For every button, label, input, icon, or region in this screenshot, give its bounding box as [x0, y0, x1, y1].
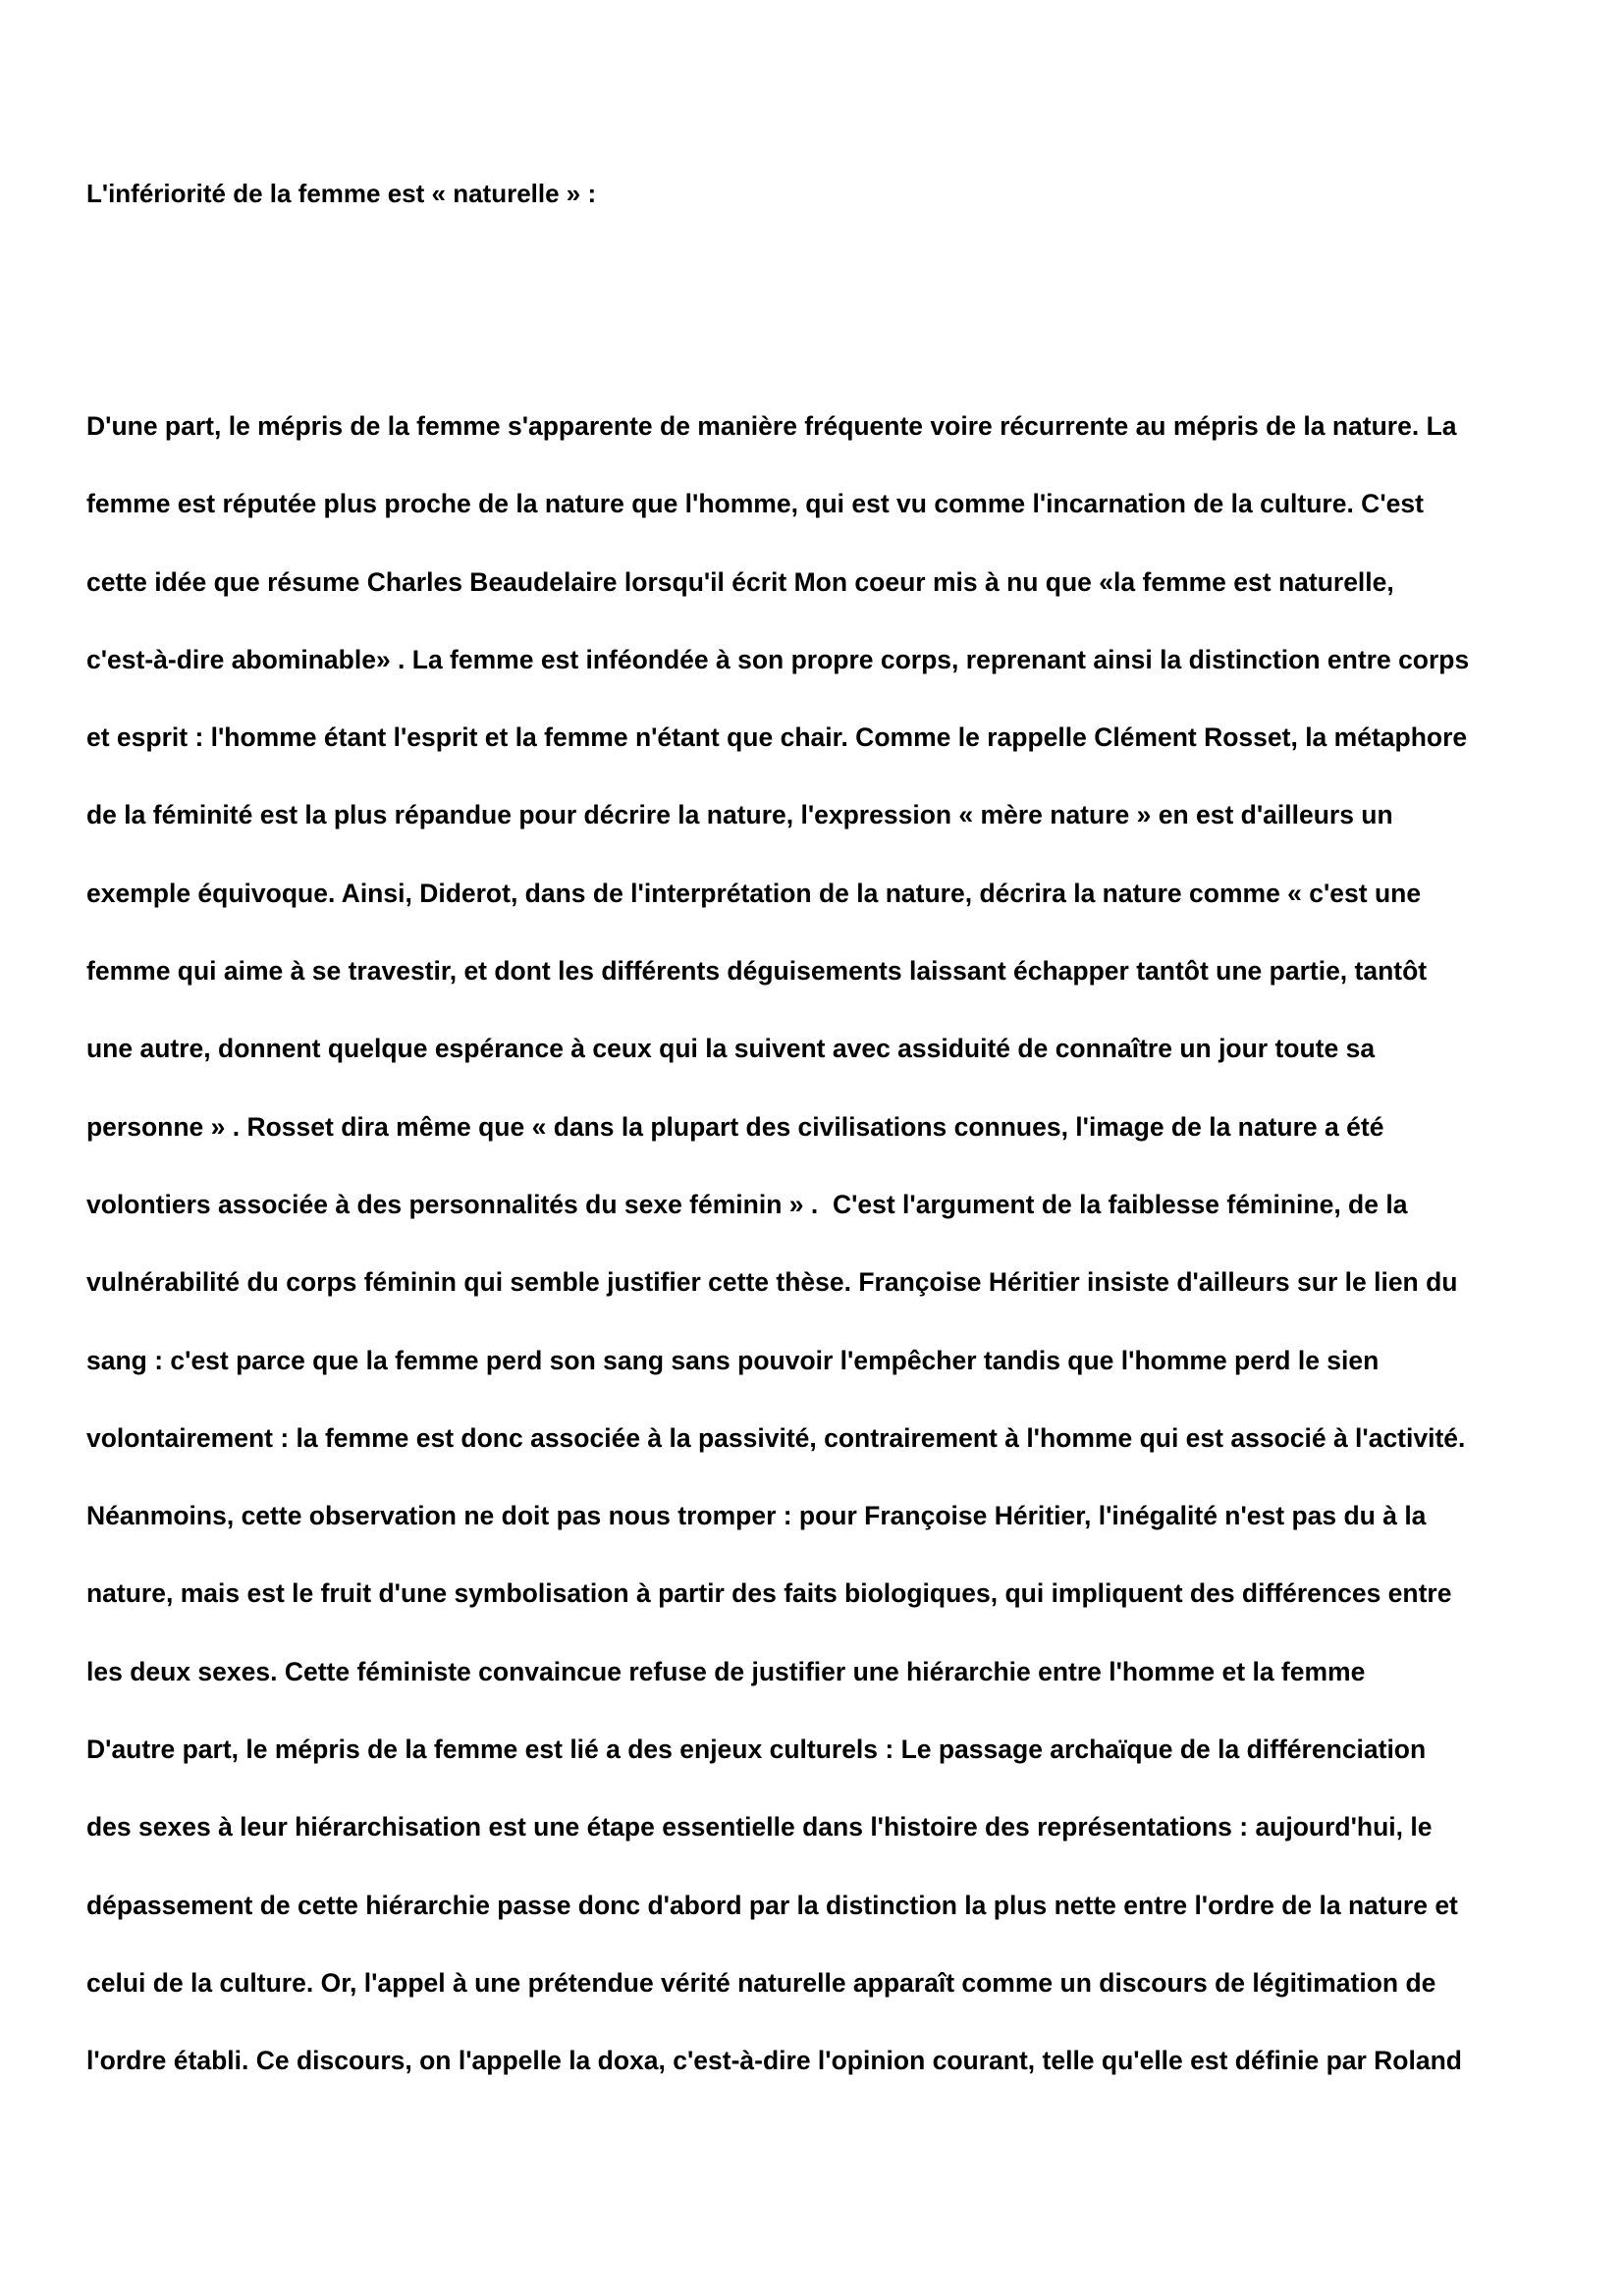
- body-paragraph: [86, 410, 1559, 2123]
- text-line: D'autre part, le mépris de la femme est lié a des enjeux culturels : Le passage archaïque de la différenciation: [86, 1735, 1427, 1765]
- text-line: volontairement : la femme est donc associée à la passivité, contrairement à l'homme qui est associé à l'activité.: [86, 1422, 1466, 1453]
- text-line: nature, mais est le fruit d'une symbolisation à partir des faits biologiques, qui impliquent des différences entre: [86, 1578, 1452, 1609]
- text-line: c'est-à-dire abominable» . La femme est inféondée à son propre corps, reprenant ainsi la distinction entre corps: [86, 644, 1470, 674]
- text-line: femme qui aime à se travestir, et dont les différents déguisements laissant échapper tantôt une partie, tantôt: [86, 956, 1428, 987]
- text-line: les deux sexes. Cette féministe convaincue refuse de justifier une hiérarchie entre l'homme et la femme: [86, 1656, 1366, 1686]
- text-line: de la féminité est la plus répandue pour décrire la nature, l'expression « mère nature » en est d'ailleurs un: [86, 800, 1393, 830]
- text-line: dépassement de cette hiérarchie passe donc d'abord par la distinction la plus nette entre l'ordre de la nature et: [86, 1890, 1458, 1920]
- text-line: femme est réputée plus proche de la nature que l'homme, qui est vu comme l'incarnation de la culture. C'est: [86, 489, 1424, 519]
- text-line: celui de la culture. Or, l'appel à une prétendue vérité naturelle apparaît comme un discours de légitimation de: [86, 1967, 1436, 1998]
- text-line: personne » . Rosset dira même que « dans la plupart des civilisations connues, l'image de la nature a été: [86, 1111, 1384, 1142]
- text-line: cette idée que résume Charles Beaudelaire lorsqu'il écrit Mon coeur mis à nu que «la femme est naturelle,: [86, 566, 1394, 597]
- text-line: une autre, donnent quelque espérance à ceux qui la suivent avec assiduité de connaître un jour toute sa: [86, 1034, 1376, 1064]
- text-line: volontiers associée à des personnalités du sexe féminin » . C'est l'argument de la faiblesse féminine, de la: [86, 1189, 1408, 1219]
- section-heading: L'infériorité de la femme est « naturelle » :: [86, 179, 597, 208]
- text-line: D'une part, le mépris de la femme s'apparente de manière fréquente voire récurrente au mépris de la nature. La: [86, 411, 1457, 441]
- text-line: Néanmoins, cette observation ne doit pas nous tromper : pour Françoise Héritier, l'inégalité n'est pas du à la: [86, 1501, 1427, 1531]
- text-line: des sexes à leur hiérarchisation est une étape essentielle dans l'histoire des représentations : aujourd'hui, le: [86, 1812, 1433, 1842]
- text-line: exemple équivoque. Ainsi, Diderot, dans de l'interprétation de la nature, décrira la nature comme « c'est une: [86, 878, 1422, 908]
- text-line: vulnérabilité du corps féminin qui semble justifier cette thèse. Françoise Héritier insiste d'ailleurs sur le lien du: [86, 1267, 1458, 1298]
- text-line: et esprit : l'homme étant l'esprit et la femme n'étant que chair. Comme le rappelle Clément Rosset, la métaphore: [86, 722, 1468, 753]
- text-line: l'ordre établi. Ce discours, on l'appelle la doxa, c'est-à-dire l'opinion courant, telle qu'elle est définie par Roland: [86, 2046, 1462, 2076]
- text-line: sang : c'est parce que la femme perd son sang sans pouvoir l'empêcher tandis que l'homme perd le sien: [86, 1345, 1380, 1375]
